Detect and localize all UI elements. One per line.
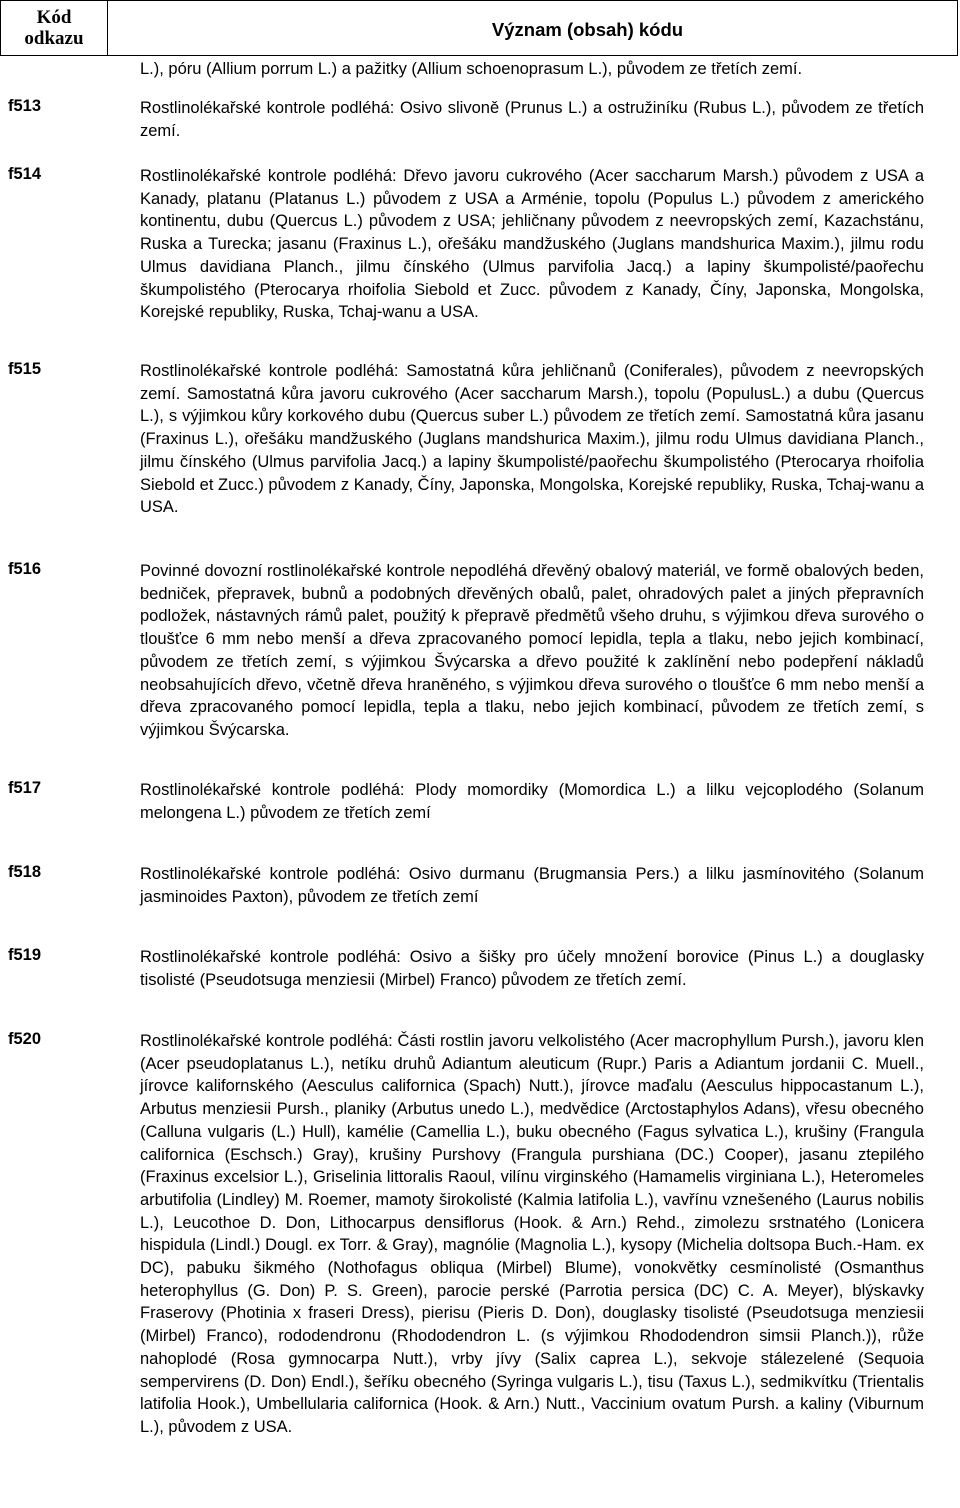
row-text-f517: Rostlinolékařské kontrole podléhá: Plody momordiky (Momordica L.) a lilku vejcoplodého (Solanum melongena L.) původem ze třetích zemí — [140, 781, 924, 822]
row-code-f514: f514 — [8, 165, 42, 183]
row-text-f518: Rostlinolékařské kontrole podléhá: Osivo durmanu (Brugmansia Pers.) a lilku jasmínovitého (Solanum jasminoides Paxton), původem ze třetích zemí — [140, 865, 924, 906]
row-code-f519: f519 — [8, 946, 42, 964]
header-meaning-column — [107, 0, 958, 56]
header-meaning-label: Význam (obsah) kódu — [491, 19, 684, 40]
row-text-f520: Rostlinolékařské kontrole podléhá: Části rostlin javoru velkolistého (Acer macrophyllum Pursh.), javoru klen (Acer pseudoplatanus L.), netíku druhů Adiantum aleuticum (Rupr.) Paris a Adiantum jordanii C. Muell., jírovce kalifornského (Aesculus californica (Spach) Nutt.), jírovce maďalu (Aesculus hippocastanum L.), Arbutus menziesii Pursh., planiky (Arbutus unedo L.), medvědice (Arctostaphylos Adans), vřesu obecného (Calluna vulgaris (L.) Hull), kamélie (Camellia L.), buku obecného (Fagus sylvatica L.), krušiny (Frangula californica (Eschsch.) Gray), krušiny Purshovy (Frangula purshiana (DC.) Cooper), jasanu ztepilého (Fraxinus excelsior L.), Griselinia littoralis Raoul, vilínu virginského (Hamamelis virginiana L.), Heteromeles arbutifolia (Lindley) M. Roemer, mamoty širokolisté (Kalmia latifolia L.), vavřínu vznešeného (Laurus nobilis L.), Leucothoe D. Don, Lithocarpus densiflorus (Hook. & Arn.) Rehd., zimolezu srstnatého (Lonicera hispidula (Lindl.) Dougl. ex Torr. & Gray), magnólie (Magnolia L.), kysopy (Michelia doltsopa Buch.-Ham. ex DC), pabuku šikmého (Nothofagus obliqua (Mirbel) Blume), vonokvětky cesmínolisté (Osmanthus heterophyllus (G. Don) P. S. Green), parocie perské (Parrotia persica (DC) C. A. Meyer), blýskavky Fraserovy (Photinia x fraseri Dress), pierisu (Pieris D. Don), douglasky tisolisté (Pseudotsuga menziesii (Mirbel) Franco), rododendronu (Rhododendron L. (s výjimkou Rhododendron simsii Planch.)), růže nahoplodé (Rosa gymnocarpa Nutt.), vrby jívy (Salix caprea L.), sekvoje stálezelené (Sequoia sempervirens (D. Don) Endl.), šeříku obecného (Syringa vulgaris L.), tisu (Taxus L.), sedmikvítku (Trientalis latifolia Hook.), Umbellularia californica (Hook. & Arn.) Nutt., Vaccinium ovatum Pursh. a kaliny (Viburnum L.), původem z USA. — [140, 1032, 924, 1436]
row-text-f515: Rostlinolékařské kontrole podléhá: Samostatná kůra jehličnanů (Coniferales), původem z neevropských zemí. Samostatná kůra javoru cukrového (Acer saccharum Marsh.), topolu (PopulusL.) a dubu (Quercus L.), s výjimkou kůry korkového dubu (Quercus suber L.) původem ze třetích zemí. Samostatná kůra jasanu (Fraxinus L.), ořešáku mandžuského (Juglans mandshurica Maxim.), jilmu rodu Ulmus davidiana Planch., jilmu čínského (Ulmus parvifolia Jacq.) a lapiny škumpolisté/paořechu škumpolistého (Pterocarya rhoifolia Siebold et Zucc.) původem z Kanady, Číny, Japonska, Mongolska, Korejské republiky, Ruska, Tchaj-wanu a USA. — [140, 362, 924, 517]
row-code-f515: f515 — [8, 360, 42, 378]
row-code-f518: f518 — [8, 863, 42, 881]
row-text-f519: Rostlinolékařské kontrole podléhá: Osivo a šišky pro účely množení borovice (Pinus L.) a douglasky tisolisté (Pseudotsuga menziesii (Mirbel) Franco) původem ze třetích zemí. — [140, 948, 924, 989]
header-code-column — [0, 0, 108, 56]
row-code-f517: f517 — [8, 779, 42, 797]
continuation-text: L.), póru (Allium porrum L.) a pažitky (Allium schoenoprasum L.), původem ze třetích zemí. — [140, 60, 803, 78]
row-code-f516: f516 — [8, 560, 42, 578]
row-text-f516: Povinné dovozní rostlinolékařské kontrole nepodléhá dřevěný obalový materiál, ve formě obalových beden, bedniček, přepravek, bubnů a podobných dřevěných obalů, palet, ohradových palet a jiných přepravních podložek, nástavných rámů palet, použitý k přepravě předmětů všeho druhu, s výjimkou dřeva surového o tloušťce 6 mm nebo menší a dřeva zpracovaného pomocí lepidla, tepla a tlaku, nebo jejich kombinací, původem ze třetích zemí, s výjimkou Švýcarska a dřevo použité k zaklínění nebo podepření nákladů neobsahujících dřevo, včetně dřeva hraněného, s výjimkou dřeva surového o tloušťce 6 mm nebo menší a dřeva zpracovaného pomocí lepidla, tepla a tlaku, nebo jejich kombinací, původem ze třetích zemí, s výjimkou Švýcarska. — [140, 562, 924, 739]
row-text-f513: Rostlinolékařské kontrole podléhá: Osivo slivoně (Prunus L.) a ostružiníku (Rubus L.), původem ze třetích zemí. — [140, 99, 924, 140]
row-text-f514: Rostlinolékařské kontrole podléhá: Dřevo javoru cukrového (Acer saccharum Marsh.) původem z USA a Kanady, platanu (Platanus L.) původem z USA a Arménie, topolu (Populus L.) původem z amerického kontinentu, dubu (Quercus L.) původem z USA; jehličnany původem z neevropských zemí, Kazachstánu, Ruska a Turecka; jasanu (Fraxinus L.), ořešáku mandžuského (Juglans mandshurica Maxim.), jilmu rodu Ulmus davidiana Planch., jilmu čínského (Ulmus parvifolia Jacq.) a lapiny škumpolisté/paořechu škumpolistého (Pterocarya rhoifolia Siebold et Zucc. původem z Kanady, Číny, Japonska, Mongolska, Korejské republiky, Ruska, Tchaj-wanu a USA. — [140, 167, 924, 322]
row-code-f513: f513 — [8, 97, 42, 115]
row-code-f520: f520 — [8, 1030, 42, 1048]
header-code-label: Kód odkazu — [24, 7, 84, 49]
